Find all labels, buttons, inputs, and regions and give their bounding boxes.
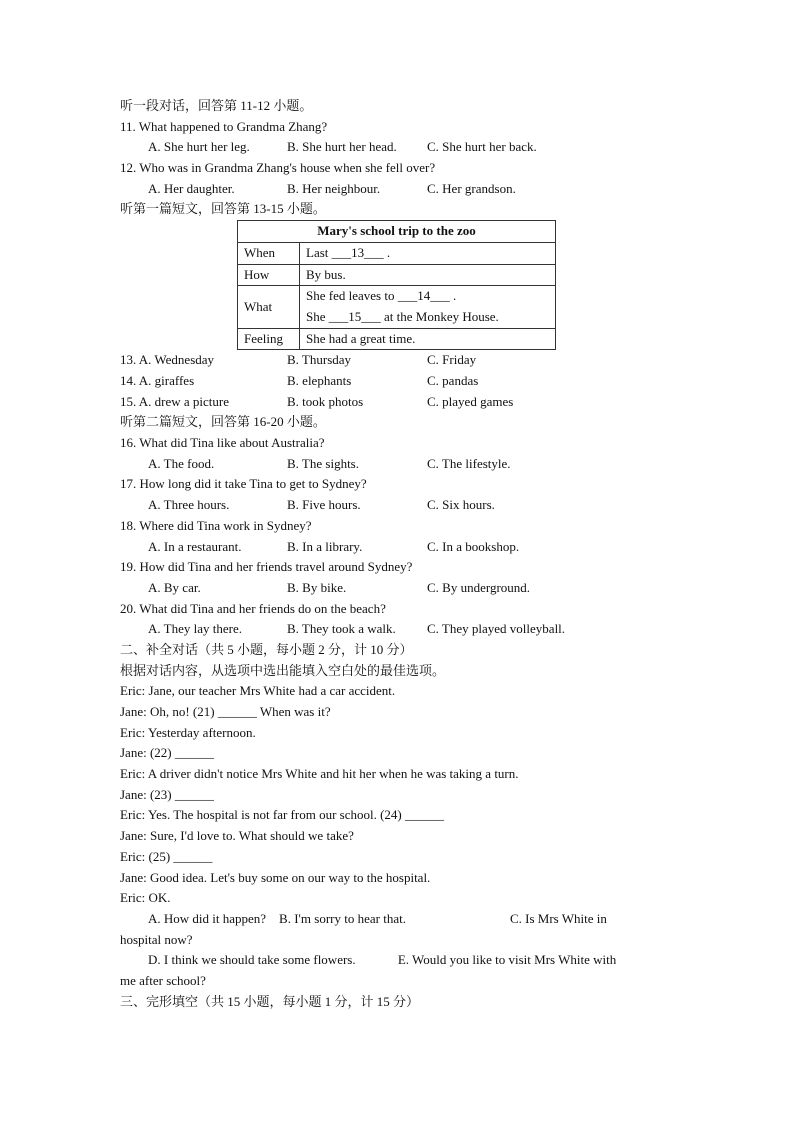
question-19: 19. How did Tina and her friends travel around Sydney? [120, 559, 413, 575]
options-20 [120, 619, 676, 640]
option-19-b: B. By bike. [287, 579, 347, 595]
options-14 [120, 371, 676, 392]
option-18-b: B. In a library. [287, 538, 363, 554]
option-12-b: B. Her neighbour. [287, 180, 381, 196]
table-title: Mary's school trip to the zoo [238, 221, 556, 243]
option-14-c: C. pandas [427, 373, 479, 389]
option-19-a: A. By car. [148, 579, 201, 595]
option-15-a: 15. A. drew a picture [120, 393, 230, 409]
option-17-c: C. Six hours. [427, 497, 495, 513]
question-18: 18. Where did Tina work in Sydney? [120, 517, 312, 533]
question-17: 17. How long did it take Tina to get to Sydney? [120, 476, 367, 492]
option-20-b: B. They took a walk. [287, 621, 396, 637]
options-18 [120, 537, 676, 558]
trip-table [237, 220, 556, 350]
table-row [238, 286, 556, 328]
option-11-a: A. She hurt her leg. [148, 139, 250, 155]
option-13-b: B. Thursday [287, 352, 352, 368]
options-15 [120, 392, 676, 413]
option-16-b: B. The sights. [287, 455, 359, 471]
options-11 [120, 137, 676, 158]
dialogue-line: Eric: Yes. The hospital is not far from our school. (24) ______ [120, 807, 444, 823]
dialogue-line: Jane: (23) ______ [120, 786, 214, 802]
dialogue-line: Eric: OK. [120, 890, 171, 906]
table-row [238, 242, 556, 264]
exam-content [120, 96, 676, 1012]
option-11-c: C. She hurt her back. [427, 139, 537, 155]
table-label-when: When [238, 242, 300, 264]
question-16: 16. What did Tina like about Australia? [120, 435, 325, 451]
option-14-a: 14. A. giraffes [120, 373, 195, 389]
dialogue-line: Eric: A driver didn't notice Mrs White and hit her when he was taking a turn. [120, 766, 519, 782]
option-13-c: C. Friday [427, 352, 477, 368]
dialogue-options-line-1: A. How did it happen? B. I'm sorry to hear that. C. Is Mrs White in [148, 910, 607, 926]
option-17-b: B. Five hours. [287, 497, 361, 513]
dialogue-options-line-3: D. I think we should take some flowers. E. Would you like to visit Mrs White with [148, 952, 617, 968]
option-20-c: C. They played volleyball. [427, 621, 566, 637]
dialogue-line: Jane: Good idea. Let's buy some on our way to the hospital. [120, 869, 431, 885]
dialogue-line: Jane: (22) ______ [120, 745, 214, 761]
option-17-a: A. Three hours. [148, 497, 230, 513]
option-18-a: A. In a restaurant. [148, 538, 242, 554]
table-value-what [300, 286, 556, 328]
option-12-c: C. Her grandson. [427, 180, 516, 196]
table-value-what-line-2: She ___15___ at the Monkey House. [306, 308, 499, 324]
part-3-heading: 三、完形填空（共 15 小题，每小题 1 分，计 15 分） [120, 993, 420, 1009]
option-12-a: A. Her daughter. [148, 180, 235, 196]
dialogue-options-line-4: me after school? [120, 972, 206, 988]
option-14-b: B. elephants [287, 373, 352, 389]
option-18-c: C. In a bookshop. [427, 538, 520, 554]
option-16-c: C. The lifestyle. [427, 455, 511, 471]
section-heading-passage-2: 听第二篇短文，回答第 16-20 小题。 [120, 414, 326, 430]
options-13 [120, 350, 676, 371]
option-19-c: C. By underground. [427, 579, 531, 595]
question-12: 12. Who was in Grandma Zhang's house when she fell over? [120, 160, 436, 176]
options-16 [120, 454, 676, 475]
table-label-feeling: Feeling [238, 328, 300, 350]
dialogue-line: Jane: Sure, I'd love to. What should we take? [120, 828, 354, 844]
table-row [238, 328, 556, 350]
part-2-instruction: 根据对话内容，从选项中选出能填入空白处的最佳选项。 [120, 662, 446, 678]
table-value-how: By bus. [300, 264, 556, 286]
section-heading-passage-1: 听第一篇短文，回答第 13-15 小题。 [120, 201, 326, 217]
option-15-b: B. took photos [287, 393, 364, 409]
table-row [238, 264, 556, 286]
dialogue-options-line-2: hospital now? [120, 931, 193, 947]
table-title-row [238, 221, 556, 243]
dialogue-line: Eric: Yesterday afternoon. [120, 724, 256, 740]
question-11: 11. What happened to Grandma Zhang? [120, 118, 328, 134]
option-20-a: A. They lay there. [148, 621, 242, 637]
part-2-heading: 二、补全对话（共 5 小题，每小题 2 分，计 10 分） [120, 641, 413, 657]
dialogue-line: Eric: (25) ______ [120, 848, 213, 864]
option-16-a: A. The food. [148, 455, 215, 471]
question-20: 20. What did Tina and her friends do on the beach? [120, 600, 386, 616]
table-value-when: Last ___13___ . [300, 242, 556, 264]
table-label-how: How [238, 264, 300, 286]
dialogue-line: Eric: Jane, our teacher Mrs White had a car accident. [120, 683, 396, 699]
options-12 [120, 179, 676, 200]
table-value-feeling: She had a great time. [300, 328, 556, 350]
option-13-a: 13. A. Wednesday [120, 352, 215, 368]
table-label-what: What [238, 286, 300, 328]
dialogue-line: Jane: Oh, no! (21) ______ When was it? [120, 704, 331, 720]
section-heading-dialogue: 听一段对话，回答第 11-12 小题。 [120, 98, 313, 113]
options-19 [120, 578, 676, 599]
options-17 [120, 495, 676, 516]
option-15-c: C. played games [427, 393, 514, 409]
table-value-what-line-1: She fed leaves to ___14___ . [306, 288, 457, 304]
option-11-b: B. She hurt her head. [287, 139, 397, 155]
